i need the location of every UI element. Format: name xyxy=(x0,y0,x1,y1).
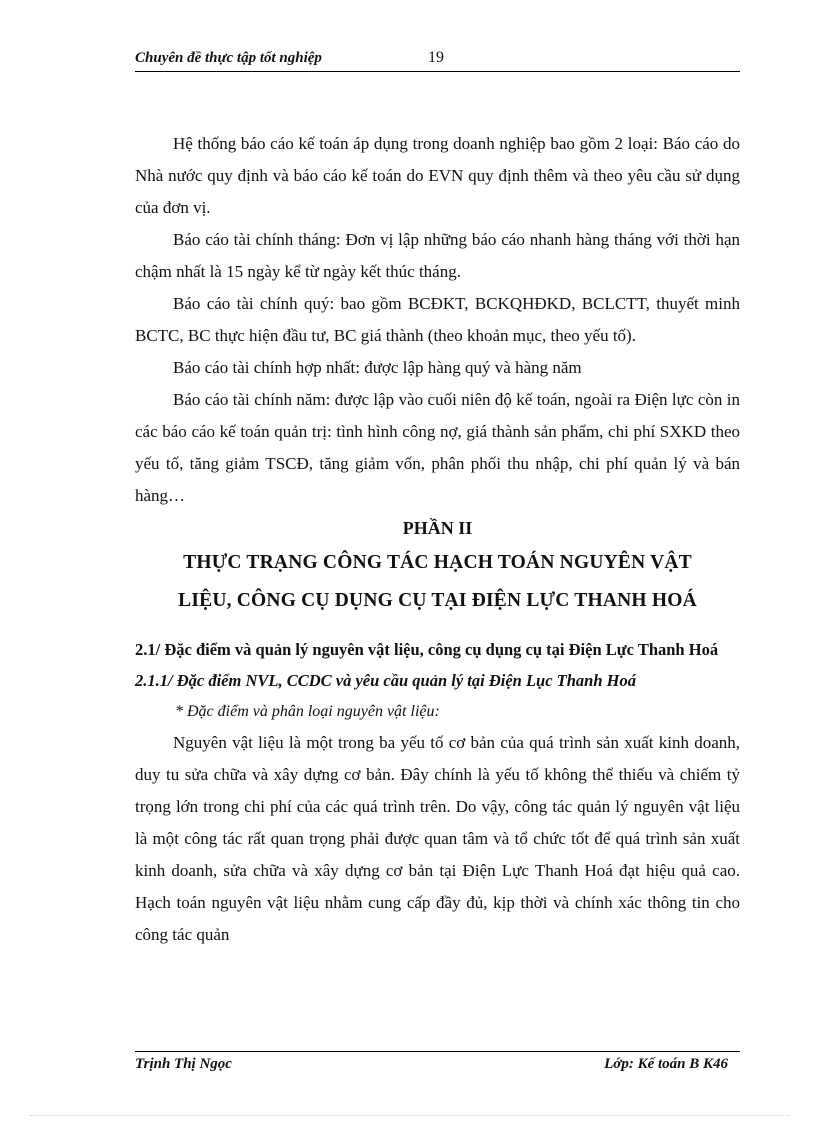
page-footer xyxy=(135,1056,740,1078)
paragraph-monthly-report: Báo cáo tài chính tháng: Đơn vị lập những báo cáo nhanh hàng tháng với thời hạn chậm nhất là 15 ngày kể từ ngày kết thúc tháng. xyxy=(135,230,740,281)
section-note: * Đặc điểm và phân loại nguyên vật liệu: xyxy=(175,703,440,720)
part-title-line-1: THỰC TRẠNG CÔNG TÁC HẠCH TOÁN NGUYÊN VẬT xyxy=(183,552,692,573)
header-title: Chuyên đề thực tập tốt nghiệp xyxy=(135,50,322,66)
document-body xyxy=(135,128,740,951)
paragraph-annual-report: Báo cáo tài chính năm: được lập vào cuối niên độ kế toán, ngoài ra Điện lực còn in các báo cáo kế toán quản trị: tình hình công nợ, giá thành sản phẩm, chi phí SXKD theo yếu tố, tăng giảm TSCĐ, tăng giảm vốn, phân phối thu nhập, chi phí quản lý và bán hàng… xyxy=(135,390,740,505)
paragraph-materials: Nguyên vật liệu là một trong ba yếu tố cơ bản của quá trình sản xuất kinh doanh, duy tu sửa chữa và xây dựng cơ bản. Đây chính là yếu tố không thể thiếu và chiếm tỷ trọng lớn trong chi phí của các quá trình trên. Do vậy, công tác quản lý nguyên vật liệu là một công tác rất quan trọng phải được quan tâm và tổ chức tốt để quá trình sản xuất kinh doanh, sửa chữa và xây dựng cơ bản tại Điện Lực Thanh Hoá đạt hiệu quả cao. Hạch toán nguyên vật liệu nhằm cung cấp đầy đủ, kịp thời và chính xác thông tin cho công tác quản xyxy=(135,733,740,944)
page-edge xyxy=(30,1115,790,1116)
section-heading: 2.1/ Đặc điểm và quản lý nguyên vật liệu, công cụ dụng cụ tại Điện Lực Thanh Hoá xyxy=(135,640,719,659)
part-label: PHẦN II xyxy=(402,518,473,538)
footer-class: Lớp: Kế toán B K46 xyxy=(604,1056,728,1072)
header-divider xyxy=(135,71,740,72)
part-title-line-2: LIỆU, CÔNG CỤ DỤNG CỤ TẠI ĐIỆN LỰC THANH HOÁ xyxy=(178,590,697,611)
subsection-heading: 2.1.1/ Đặc điểm NVL, CCDC và yêu cầu quản lý tại Điện Lục Thanh Hoá xyxy=(135,671,636,690)
page-header xyxy=(135,50,740,72)
page-number: 19 xyxy=(428,49,444,66)
paragraph-consolidated-report: Báo cáo tài chính hợp nhất: được lập hàng quý và hàng năm xyxy=(173,358,582,377)
paragraph-quarterly-report: Báo cáo tài chính quý: bao gồm BCĐKT, BCKQHĐKD, BCLCTT, thuyết minh BCTC, BC thực hiện đầu tư, BC giá thành (theo khoản mục, theo yếu tố). xyxy=(135,294,740,345)
paragraph-report-system: Hệ thống báo cáo kế toán áp dụng trong doanh nghiệp bao gồm 2 loại: Báo cáo do Nhà nước quy định và báo cáo kế toán do EVN quy định thêm và theo yêu cầu sử dụng của đơn vị. xyxy=(135,134,740,217)
footer-divider xyxy=(135,1051,740,1052)
footer-author: Trịnh Thị Ngọc xyxy=(135,1056,232,1072)
